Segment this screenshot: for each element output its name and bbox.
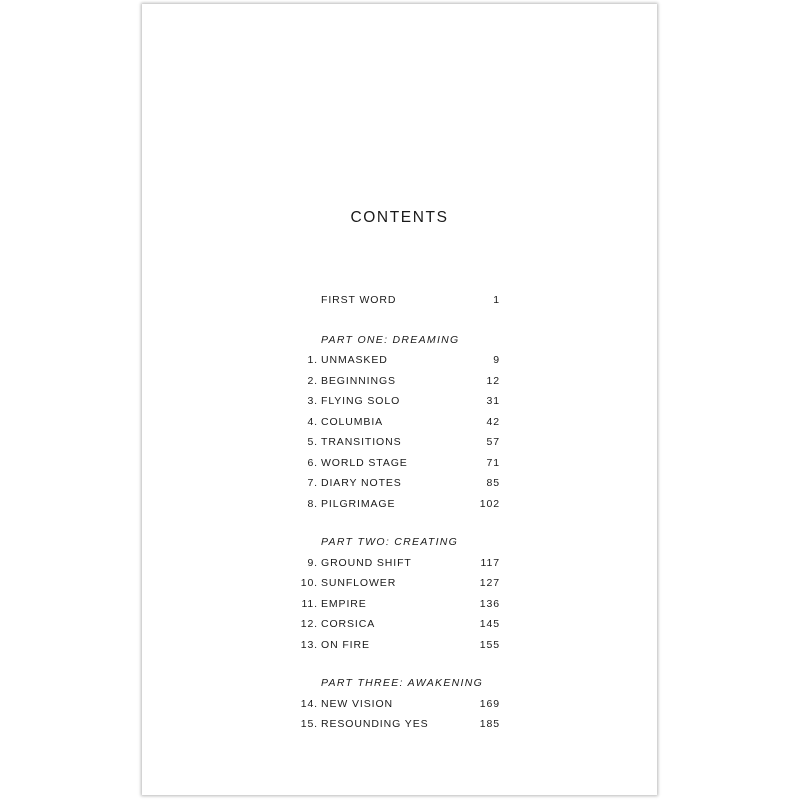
- toc-entry: [292, 371, 502, 392]
- toc-entry-number: 5.: [307, 436, 318, 448]
- toc-entry: [292, 614, 502, 635]
- part-heading-two: PART TWO: CREATING: [321, 536, 459, 548]
- toc-entry-page: 102: [479, 497, 500, 510]
- toc-entry-label: CORSICA: [321, 618, 376, 630]
- toc-entry-label: WORLD STAGE: [321, 456, 408, 469]
- toc-entry-label: PILGRIMAGE: [321, 497, 396, 510]
- toc-entry-page: 31: [486, 395, 500, 407]
- toc-entry: [292, 714, 502, 735]
- toc-entry-number: 9.: [307, 556, 318, 569]
- toc-entry: [292, 553, 502, 574]
- toc-entry-page: 155: [479, 638, 500, 651]
- toc-entry-page: 42: [486, 415, 500, 428]
- toc-entry-label: FIRST WORD: [321, 294, 397, 306]
- toc-entry: [292, 494, 502, 515]
- toc-entry-page: 85: [486, 477, 500, 489]
- toc-entry-number: 15.: [300, 718, 318, 730]
- toc-entry-label: RESOUNDING YES: [321, 718, 429, 730]
- toc-entry-page: 117: [480, 556, 500, 569]
- toc-entry-number: 1.: [307, 354, 318, 366]
- toc-entry-number: 2.: [307, 374, 318, 387]
- part-heading-three: PART THREE: AWAKENING: [321, 677, 484, 689]
- toc-entry-label: BEGINNINGS: [321, 374, 396, 387]
- toc-entry-number: 10.: [300, 577, 318, 589]
- toc-entry-label: UNMASKED: [321, 354, 388, 366]
- toc-entry-first-word: [292, 290, 502, 311]
- toc-entry-number: 12.: [300, 618, 318, 630]
- toc-entry: [292, 350, 502, 371]
- toc-entry-number: 6.: [307, 456, 318, 469]
- toc-entry-page: 169: [479, 697, 500, 710]
- toc-entry: [292, 412, 502, 433]
- toc-entry-page: 1: [493, 294, 500, 306]
- toc-entry: [292, 391, 502, 412]
- toc-entry: [292, 694, 502, 715]
- toc-entry-label: ON FIRE: [321, 638, 370, 651]
- toc-entry-page: 136: [479, 597, 500, 610]
- toc-entry-number: 7.: [307, 477, 318, 489]
- book-page: [142, 4, 657, 795]
- toc-entry-number: 4.: [307, 415, 318, 428]
- toc-entry-label: GROUND SHIFT: [321, 556, 412, 569]
- toc-entry-label: NEW VISION: [321, 697, 394, 710]
- table-of-contents: [292, 290, 502, 735]
- toc-entry-label: EMPIRE: [321, 597, 367, 610]
- toc-entry-page: 71: [486, 456, 500, 469]
- toc-entry: [292, 432, 502, 453]
- toc-entry-page: 185: [479, 718, 500, 730]
- toc-entry-page: 57: [486, 436, 500, 448]
- part-heading-one: PART ONE: DREAMING: [321, 333, 460, 346]
- toc-entry-label: COLUMBIA: [321, 415, 384, 428]
- toc-entry-label: SUNFLOWER: [321, 577, 397, 589]
- toc-entry: [292, 594, 502, 615]
- toc-entry-page: 12: [486, 374, 500, 387]
- toc-entry-number: 3.: [307, 395, 318, 407]
- toc-entry-number: 8.: [307, 497, 318, 510]
- toc-entry-number: 14.: [300, 697, 318, 710]
- toc-entry-label: DIARY NOTES: [321, 477, 402, 489]
- toc-entry-label: FLYING SOLO: [321, 395, 401, 407]
- toc-entry-page: 145: [479, 618, 500, 630]
- toc-entry: [292, 453, 502, 474]
- toc-entry: [292, 635, 502, 656]
- contents-title: CONTENTS: [350, 209, 449, 226]
- toc-entry-number: 13.: [300, 638, 318, 651]
- toc-entry: [292, 473, 502, 494]
- toc-entry-page: 127: [479, 577, 500, 589]
- toc-entry-number: 11.: [301, 597, 318, 610]
- toc-entry-page: 9: [493, 354, 500, 366]
- toc-entry: [292, 573, 502, 594]
- toc-entry-label: TRANSITIONS: [321, 436, 402, 448]
